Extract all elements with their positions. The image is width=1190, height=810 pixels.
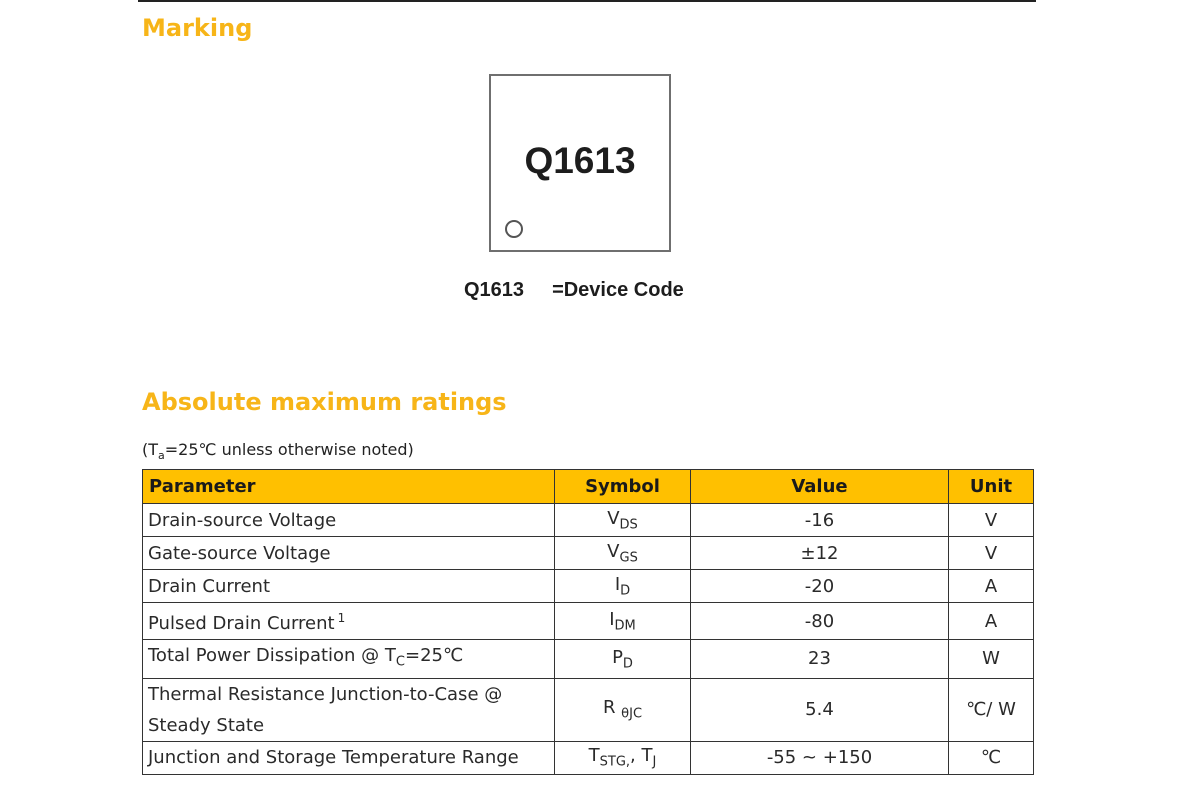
symbol-cell: [555, 504, 691, 537]
pin1-indicator-icon: [505, 220, 523, 238]
parameter-line-2: Steady State: [148, 714, 265, 736]
parameter-cell: Junction and Storage Temperature Range: [143, 741, 555, 774]
conditions-note: [142, 440, 414, 462]
table-row: [143, 603, 1034, 640]
parameter-subscript: C: [395, 654, 405, 670]
col-header-value: Value: [691, 470, 949, 504]
symbol-subscript: GS: [619, 550, 638, 566]
table-row: [143, 537, 1034, 570]
symbol-cell: [555, 570, 691, 603]
value-cell: -16: [691, 504, 949, 537]
legend-code: Q1613: [464, 279, 525, 301]
symbol-main: T: [588, 745, 600, 767]
legend-description: =Device Code: [552, 279, 684, 301]
parameter-cell: [143, 603, 555, 640]
symbol-main: V: [607, 540, 620, 562]
symbol-subscript: STG,: [599, 754, 631, 770]
symbol-mid: , T: [630, 745, 653, 767]
note-subscript: a: [158, 449, 165, 463]
symbol-main: R: [602, 697, 622, 719]
note-prefix: (T: [142, 440, 159, 459]
col-header-unit: Unit: [949, 470, 1034, 504]
symbol-main: P: [612, 646, 623, 668]
symbol-main: V: [607, 507, 620, 529]
ratings-table: [142, 469, 1034, 775]
unit-cell: W: [949, 640, 1034, 679]
value-cell: -20: [691, 570, 949, 603]
parameter-cell: Drain Current: [143, 570, 555, 603]
parameter-text: Total Power Dissipation @ T: [148, 645, 396, 666]
parameter-suffix: =25℃: [404, 645, 464, 666]
parameter-cell: [143, 678, 555, 741]
col-header-symbol: Symbol: [555, 470, 691, 504]
table-row: [143, 741, 1034, 774]
unit-cell: V: [949, 537, 1034, 570]
value-cell: 23: [691, 640, 949, 679]
value-cell: -80: [691, 603, 949, 640]
table-row: [143, 570, 1034, 603]
value-cell: ±12: [691, 537, 949, 570]
symbol-subscript: DS: [619, 517, 638, 533]
symbol-main: I: [614, 573, 621, 595]
col-header-parameter: Parameter: [143, 470, 555, 504]
symbol-subscript: θJC: [621, 706, 643, 722]
symbol-subscript: D: [622, 656, 633, 672]
parameter-cell: Gate-source Voltage: [143, 537, 555, 570]
symbol-main: I: [609, 608, 615, 630]
symbol-cell: [555, 678, 691, 741]
unit-cell: V: [949, 504, 1034, 537]
note-suffix: =25℃ unless otherwise noted): [164, 440, 414, 459]
table-row: [143, 640, 1034, 679]
parameter-cell: [143, 640, 555, 679]
unit-cell: A: [949, 603, 1034, 640]
marking-legend: [464, 279, 684, 302]
parameter-cell: Drain-source Voltage: [143, 504, 555, 537]
symbol-cell: [555, 640, 691, 679]
parameter-text: Pulsed Drain Current: [148, 613, 335, 634]
symbol-cell: [555, 537, 691, 570]
symbol-subscript: DM: [614, 618, 636, 634]
value-cell: 5.4: [691, 678, 949, 741]
symbol-subscript: D: [620, 583, 631, 599]
unit-cell: A: [949, 570, 1034, 603]
symbol-cell: [555, 603, 691, 640]
symbol-cell: [555, 741, 691, 774]
chip-marking-code: Q1613: [524, 140, 636, 181]
symbol-subscript-2: J: [652, 754, 657, 770]
unit-cell: ℃: [949, 741, 1034, 774]
table-row: [143, 504, 1034, 537]
table-row: [143, 678, 1034, 741]
top-rule: [138, 0, 1036, 2]
marking-heading: Marking: [142, 14, 253, 42]
ratings-heading: Absolute maximum ratings: [142, 388, 507, 416]
value-cell: -55 ~ +150: [691, 741, 949, 774]
table-header-row: [143, 470, 1034, 504]
package-marking-diagram: [489, 74, 671, 252]
unit-cell: ℃/ W: [949, 678, 1034, 741]
footnote-marker: 1: [337, 611, 346, 625]
parameter-line-1: Thermal Resistance Junction-to-Case @: [148, 683, 503, 705]
